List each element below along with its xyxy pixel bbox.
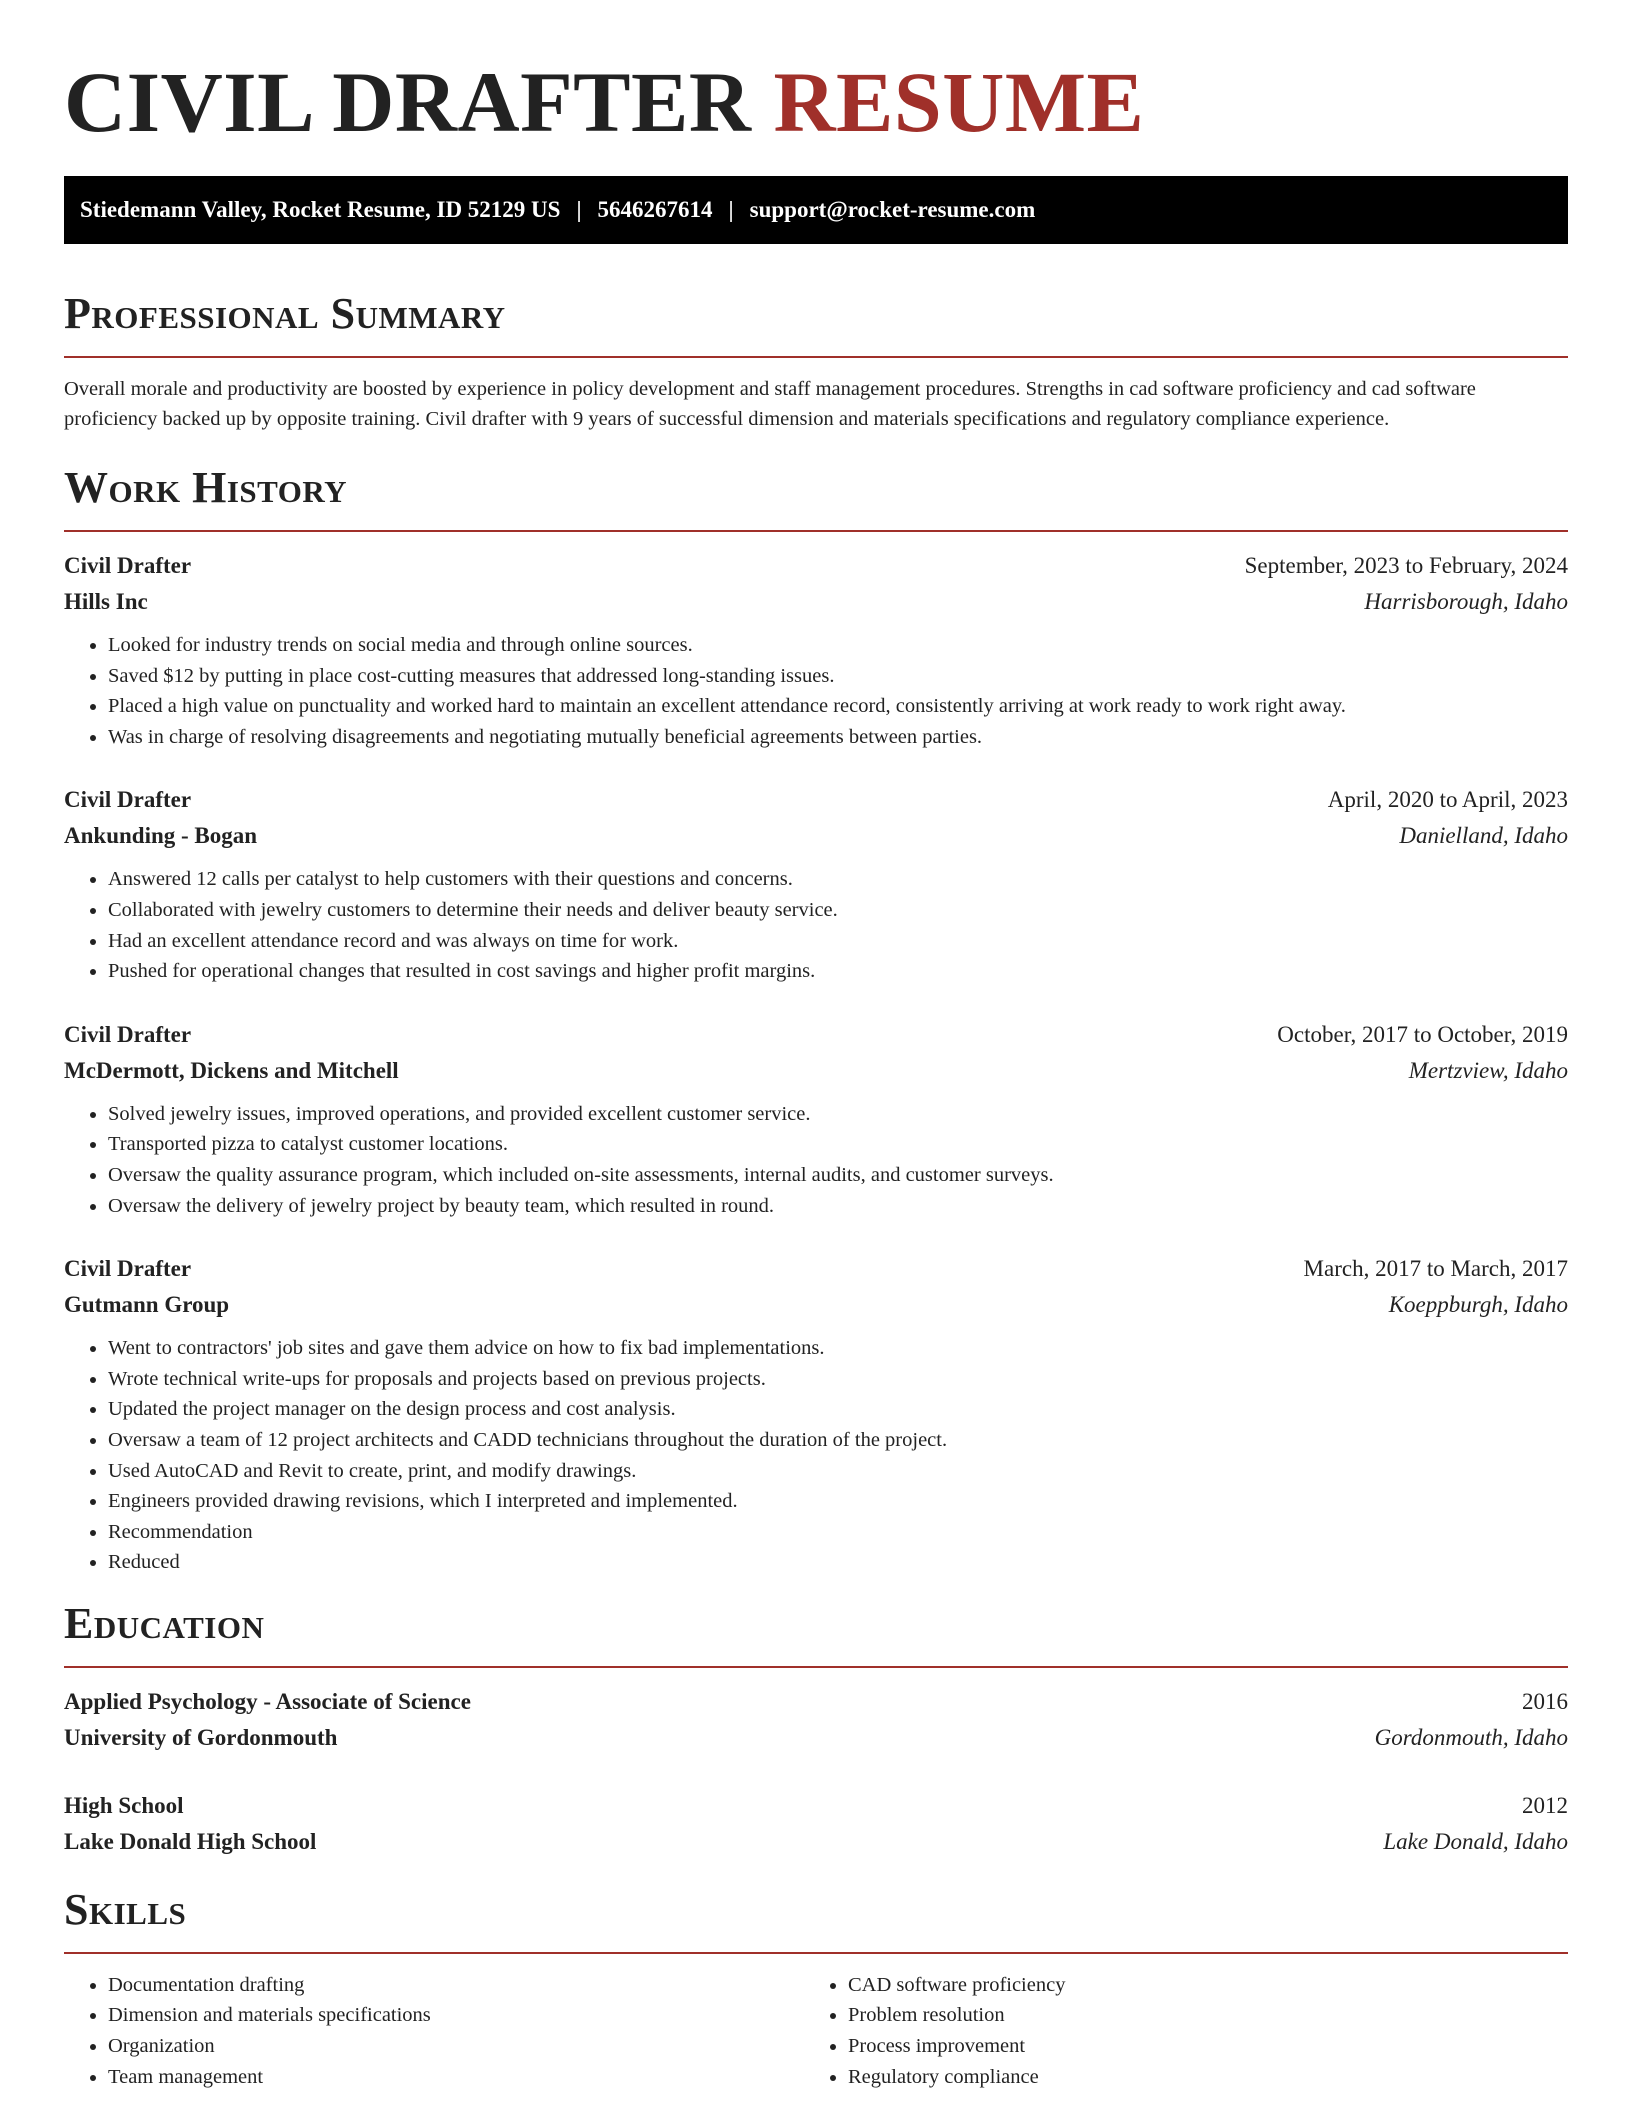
- job-entry: [64, 782, 1568, 986]
- education-degree: Applied Psychology - Associate of Science: [64, 1688, 471, 1714]
- section-divider: [64, 1952, 1568, 1954]
- job-location: Harrisborough, Idaho: [1364, 589, 1568, 614]
- skill-item: • Dimension and materials specifications: [108, 2000, 804, 2031]
- education-school-row: [64, 1824, 1568, 1860]
- skills-list-left: [64, 1970, 804, 2092]
- section-heading-skills: Skills: [64, 1884, 187, 1934]
- job-bullets: [64, 1099, 1568, 1221]
- education-location: Lake Donald, Idaho: [1383, 1828, 1568, 1854]
- contact-email: support@rocket-resume.com: [749, 197, 1036, 222]
- job-dates: September, 2023 to February, 2024: [1244, 553, 1568, 578]
- page-title: [64, 52, 1568, 152]
- job-entry: [64, 1251, 1568, 1578]
- job-bullet: • Saved $12 by putting in place cost-cutting measures that addressed long-standing issues.: [108, 661, 1568, 692]
- skill-item: • Organization: [108, 2031, 804, 2062]
- contact-address: Stiedemann Valley, Rocket Resume, ID 52129 US: [80, 197, 561, 222]
- job-bullet: • Had an excellent attendance record and was always on time for work.: [108, 926, 1568, 957]
- summary-section: [64, 288, 1568, 434]
- education-school-row: [64, 1720, 1568, 1756]
- contact-separator: |: [728, 197, 734, 222]
- job-bullet: • Answered 12 calls per catalyst to help customers with their questions and concerns.: [108, 864, 1568, 895]
- section-divider: [64, 530, 1568, 532]
- job-dates: March, 2017 to March, 2017: [1303, 1256, 1568, 1282]
- contact-separator: |: [576, 197, 582, 222]
- contact-phone: 5646267614: [597, 197, 713, 222]
- job-location: Mertzview, Idaho: [1408, 1057, 1568, 1083]
- job-bullet: • Reduced: [108, 1547, 1568, 1578]
- summary-text: Overall morale and productivity are boosted by experience in policy development and staff management procedures. Strengths in cad software proficiency and cad software proficiency backed up by opposite training. Civil drafter with 9 years of successful dimension and materials specifications and regulatory compliance experience.: [64, 378, 1476, 430]
- education-header-row: [64, 1788, 1568, 1824]
- job-bullet: • Wrote technical write-ups for proposals and projects based on previous projects.: [108, 1364, 1568, 1395]
- job-company: Hills Inc: [64, 589, 148, 614]
- job-bullet: • Oversaw the quality assurance program, which included on-site assessments, internal audits, and customer surveys.: [108, 1160, 1568, 1191]
- skill-item: • Regulatory compliance: [848, 2062, 1544, 2093]
- job-entry: [64, 1017, 1568, 1221]
- job-header-row: [64, 548, 1568, 584]
- title-part-1: CIVIL DRAFTER: [64, 54, 752, 150]
- job-bullet: • Updated the project manager on the design process and cost analysis.: [108, 1394, 1568, 1425]
- education-school: University of Gordonmouth: [64, 1724, 338, 1750]
- job-bullet: • Went to contractors' job sites and gave them advice on how to fix bad implementations.: [108, 1333, 1568, 1364]
- job-bullet: • Collaborated with jewelry customers to determine their needs and deliver beauty service.: [108, 895, 1568, 926]
- job-bullet: • Oversaw a team of 12 project architects and CADD technicians throughout the duration of the project.: [108, 1425, 1568, 1456]
- skill-item: • Documentation drafting: [108, 1970, 804, 2001]
- contact-bar: [64, 176, 1568, 244]
- skills-list-right: [804, 1970, 1544, 2092]
- job-header-row: [64, 1251, 1568, 1287]
- skill-item: • Team management: [108, 2062, 804, 2093]
- job-bullet: • Recommendation: [108, 1517, 1568, 1548]
- job-bullet: • Pushed for operational changes that resulted in cost savings and higher profit margins.: [108, 956, 1568, 987]
- education-year: 2016: [1522, 1688, 1568, 1714]
- work-history-section: [64, 462, 1568, 1578]
- job-bullet: • Used AutoCAD and Revit to create, print, and modify drawings.: [108, 1456, 1568, 1487]
- job-location: Koeppburgh, Idaho: [1388, 1292, 1568, 1318]
- education-location: Gordonmouth, Idaho: [1374, 1724, 1568, 1750]
- education-entry: [64, 1788, 1568, 1860]
- job-title: Civil Drafter: [64, 553, 192, 578]
- job-bullets: [64, 630, 1568, 752]
- job-bullet: • Oversaw the delivery of jewelry project by beauty team, which resulted in round.: [108, 1191, 1568, 1222]
- section-heading-summary: Professional Summary: [64, 289, 506, 338]
- job-bullet: • Transported pizza to catalyst customer locations.: [108, 1129, 1568, 1160]
- job-company-row: [64, 584, 1568, 620]
- section-heading-education: Education: [64, 1598, 265, 1648]
- job-dates: October, 2017 to October, 2019: [1277, 1021, 1568, 1047]
- education-school: Lake Donald High School: [64, 1828, 317, 1854]
- job-location: Danielland, Idaho: [1399, 823, 1568, 849]
- skills-section: [64, 1884, 1568, 2092]
- job-bullet: • Was in charge of resolving disagreements and negotiating mutually beneficial agreements between parties.: [108, 722, 1568, 753]
- job-bullet: • Solved jewelry issues, improved operations, and provided excellent customer service.: [108, 1099, 1568, 1130]
- job-company: Gutmann Group: [64, 1292, 230, 1318]
- section-divider: [64, 356, 1568, 358]
- title-part-2: RESUME: [773, 54, 1145, 150]
- education-entry: [64, 1684, 1568, 1756]
- skills-grid: [64, 1970, 1568, 2092]
- job-bullet: • Looked for industry trends on social media and through online sources.: [108, 630, 1568, 661]
- job-header-row: [64, 1017, 1568, 1053]
- education-degree: High School: [64, 1792, 184, 1818]
- education-section: [64, 1598, 1568, 1860]
- job-bullets: [64, 864, 1568, 986]
- job-dates: April, 2020 to April, 2023: [1327, 787, 1568, 813]
- skill-item: • CAD software proficiency: [848, 1970, 1544, 2001]
- section-heading-work-history: Work History: [64, 463, 348, 512]
- job-bullets: [64, 1333, 1568, 1578]
- job-company-row: [64, 818, 1568, 854]
- skill-item: • Process improvement: [848, 2031, 1544, 2062]
- job-bullet: • Placed a high value on punctuality and worked hard to maintain an excellent attendance record, consistently arriving at work ready to work right away.: [108, 691, 1568, 722]
- job-company: McDermott, Dickens and Mitchell: [64, 1057, 399, 1083]
- job-company-row: [64, 1287, 1568, 1323]
- job-company-row: [64, 1053, 1568, 1089]
- education-header-row: [64, 1684, 1568, 1720]
- job-title: Civil Drafter: [64, 1021, 192, 1047]
- skill-item: • Problem resolution: [848, 2000, 1544, 2031]
- education-year: 2012: [1522, 1792, 1568, 1818]
- job-bullet: • Engineers provided drawing revisions, which I interpreted and implemented.: [108, 1486, 1568, 1517]
- job-company: Ankunding - Bogan: [64, 823, 258, 849]
- job-header-row: [64, 782, 1568, 818]
- job-title: Civil Drafter: [64, 1256, 192, 1282]
- section-divider: [64, 1666, 1568, 1668]
- job-title: Civil Drafter: [64, 787, 192, 813]
- job-entry: [64, 548, 1568, 752]
